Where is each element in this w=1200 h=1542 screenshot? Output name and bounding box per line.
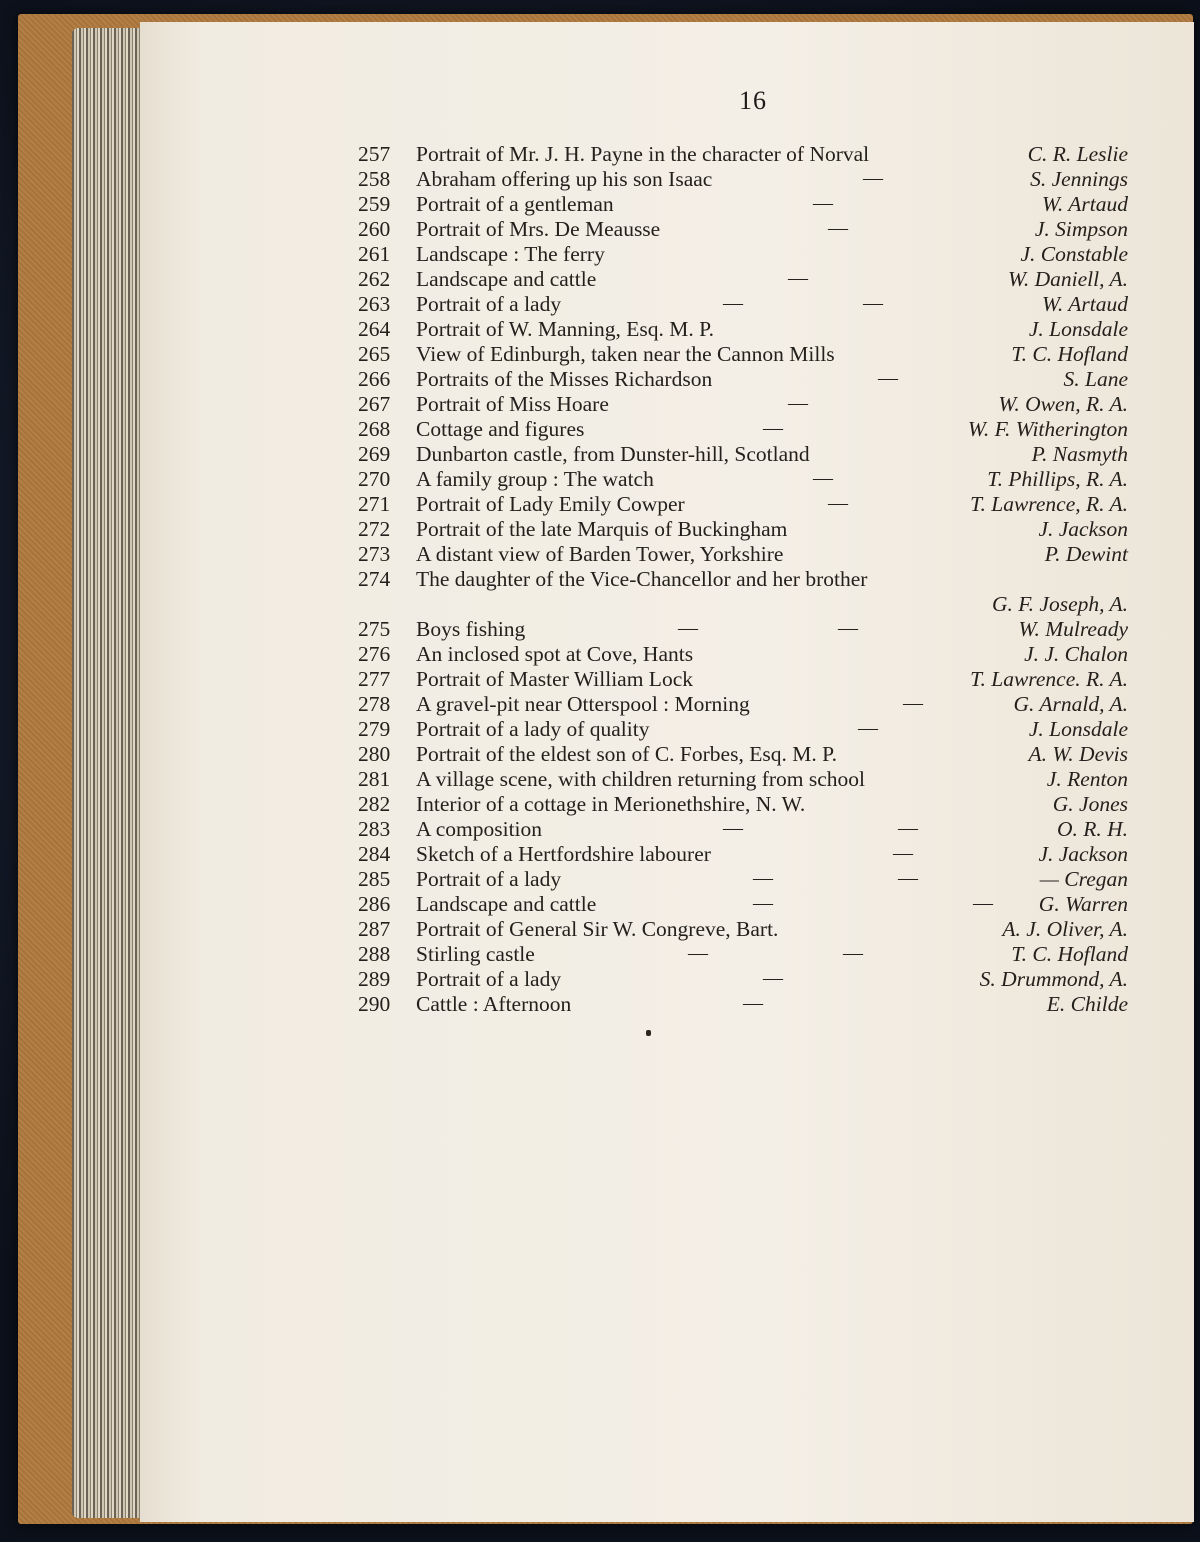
entry-artist: G. F. Joseph, A. <box>992 592 1128 616</box>
entry-dash: — <box>788 392 808 414</box>
entry-title: Portrait of a gentleman <box>416 192 614 216</box>
entry-dash: — <box>858 717 878 739</box>
entry-dash: — <box>863 292 883 314</box>
entry-title: Portrait of General Sir W. Congreve, Bart. <box>416 917 779 941</box>
entry-title: Portrait of a lady of quality <box>416 717 650 741</box>
entry-number: 278 <box>358 692 391 716</box>
catalogue-entry <box>358 242 1128 267</box>
entry-title: Portrait of the late Marquis of Buckingham <box>416 517 788 541</box>
entry-dash: — <box>788 267 808 289</box>
entry-dash: — <box>898 817 918 839</box>
entry-artist: T. Phillips, R. A. <box>987 467 1128 491</box>
entry-artist: G. Arnald, A. <box>1013 692 1128 716</box>
entry-dash: — <box>973 892 993 914</box>
catalogue-entry <box>358 292 1128 317</box>
entry-dash: — <box>893 842 913 864</box>
entry-dash: — <box>723 292 743 314</box>
catalogue-entry <box>358 817 1128 842</box>
entry-number: 266 <box>358 367 391 391</box>
entry-title: Landscape and cattle <box>416 892 597 916</box>
entry-number: 274 <box>358 567 391 591</box>
catalogue-entry <box>358 642 1128 667</box>
entry-dash: — <box>903 692 923 714</box>
entry-number: 276 <box>358 642 391 666</box>
entry-number: 281 <box>358 767 391 791</box>
catalogue-entry <box>358 842 1128 867</box>
entry-title: Portrait of a lady <box>416 292 562 316</box>
catalogue-entry <box>358 367 1128 392</box>
entry-artist: A. J. Oliver, A. <box>1002 917 1128 941</box>
catalogue-entry <box>358 442 1128 467</box>
entry-artist: S. Lane <box>1063 367 1128 391</box>
entry-artist: — Cregan <box>1039 867 1128 891</box>
entry-number: 280 <box>358 742 391 766</box>
entry-artist: J. Simpson <box>1034 217 1128 241</box>
entry-title: Landscape and cattle <box>416 267 597 291</box>
entry-number: 262 <box>358 267 391 291</box>
entry-dash: — <box>743 992 763 1014</box>
entry-artist: J. Lonsdale <box>1028 317 1128 341</box>
entry-artist: S. Jennings <box>1030 167 1128 191</box>
entry-dash: — <box>763 417 783 439</box>
entry-artist: P. Nasmyth <box>1031 442 1128 466</box>
catalogue-entry <box>358 542 1128 567</box>
entry-artist: W. Artaud <box>1041 292 1128 316</box>
entry-number: 257 <box>358 142 391 166</box>
catalogue-entry <box>358 267 1128 292</box>
entry-title: Cottage and figures <box>416 417 585 441</box>
catalogue-entry <box>358 617 1128 642</box>
entry-artist: G. Warren <box>1038 892 1128 916</box>
entry-artist: J. Jackson <box>1038 517 1128 541</box>
entry-number: 279 <box>358 717 391 741</box>
catalogue-entry <box>358 342 1128 367</box>
catalogue-entry <box>358 917 1128 942</box>
entry-number: 272 <box>358 517 391 541</box>
entry-artist: T. Lawrence. R. A. <box>970 667 1128 691</box>
entry-title: Portrait of Mrs. De Meausse <box>416 217 661 241</box>
catalogue-entry <box>358 667 1128 692</box>
catalogue-entry <box>358 417 1128 442</box>
entry-title: An inclosed spot at Cove, Hants <box>416 642 694 666</box>
entry-dash: — <box>878 367 898 389</box>
catalogue-entry <box>358 742 1128 767</box>
entry-artist: J. Renton <box>1046 767 1128 791</box>
catalogue-entry <box>358 867 1128 892</box>
entry-artist: T. Lawrence, R. A. <box>970 492 1128 516</box>
entry-title: Interior of a cottage in Merionethshire, N. W. <box>416 792 806 816</box>
entry-artist: W. Mulready <box>1018 617 1128 641</box>
entry-artist: J. Jackson <box>1038 842 1128 866</box>
entry-title: Portrait of Master William Lock <box>416 667 693 691</box>
entry-artist: C. R. Leslie <box>1027 142 1128 166</box>
entry-number: 286 <box>358 892 391 916</box>
entry-title: Sketch of a Hertfordshire labourer <box>416 842 711 866</box>
catalogue-entry <box>358 942 1128 967</box>
entry-title: Portraits of the Misses Richardson <box>416 367 713 391</box>
entry-dash: — <box>678 617 698 639</box>
entry-artist: W. Owen, R. A. <box>998 392 1128 416</box>
entry-number: 270 <box>358 467 391 491</box>
printer-mark <box>646 1030 651 1036</box>
entry-title: Abraham offering up his son Isaac <box>416 167 713 191</box>
entry-number: 289 <box>358 967 391 991</box>
entry-artist: W. F. Witherington <box>967 417 1128 441</box>
entry-dash: — <box>843 942 863 964</box>
entry-dash: — <box>898 867 918 889</box>
catalogue-entry <box>358 142 1128 167</box>
catalogue-entry <box>358 217 1128 242</box>
entry-number: 277 <box>358 667 391 691</box>
entry-artist: O. R. H. <box>1056 817 1128 841</box>
entry-title: A distant view of Barden Tower, Yorkshire <box>416 542 784 566</box>
entry-title: The daughter of the Vice-Chancellor and her brother <box>416 567 868 591</box>
entry-dash: — <box>863 167 883 189</box>
entry-dash: — <box>723 817 743 839</box>
entry-dash: — <box>763 967 783 989</box>
entry-number: 284 <box>358 842 391 866</box>
entry-artist: E. Childe <box>1046 992 1128 1016</box>
entry-artist: J. Lonsdale <box>1028 717 1128 741</box>
catalogue-entry <box>358 767 1128 792</box>
entry-artist: W. Daniell, A. <box>1007 267 1128 291</box>
catalogue-entry <box>358 167 1128 192</box>
entry-number: 268 <box>358 417 391 441</box>
entry-title: Stirling castle <box>416 942 535 966</box>
catalogue-entry <box>358 992 1128 1017</box>
catalogue-entry <box>358 717 1128 742</box>
entry-artist: W. Artaud <box>1041 192 1128 216</box>
entry-number: 258 <box>358 167 391 191</box>
entry-number: 283 <box>358 817 391 841</box>
entry-title: View of Edinburgh, taken near the Cannon Mills <box>416 342 835 366</box>
entry-dash: — <box>688 942 708 964</box>
entry-title: Dunbarton castle, from Dunster-hill, Scotland <box>416 442 810 466</box>
entry-title: Portrait of Mr. J. H. Payne in the character of Norval <box>416 142 870 166</box>
catalogue-entry <box>358 392 1128 417</box>
entry-dash: — <box>813 192 833 214</box>
entry-title: A composition <box>416 817 543 841</box>
entry-dash: — <box>838 617 858 639</box>
catalogue-entry <box>358 517 1128 542</box>
catalogue-entry <box>358 492 1128 517</box>
catalogue-entry <box>358 317 1128 342</box>
catalogue-entry <box>358 592 1128 617</box>
entry-dash: — <box>753 867 773 889</box>
page-number: 16 <box>739 86 767 115</box>
entry-number: 273 <box>358 542 391 566</box>
entry-artist: P. Dewint <box>1044 542 1128 566</box>
entry-dash: — <box>753 892 773 914</box>
catalogue-entries <box>358 142 1128 1017</box>
catalogue-entry <box>358 792 1128 817</box>
entry-number: 271 <box>358 492 391 516</box>
entry-number: 269 <box>358 442 391 466</box>
entry-title: Portrait of a lady <box>416 867 562 891</box>
entry-number: 265 <box>358 342 391 366</box>
entry-number: 261 <box>358 242 391 266</box>
entry-number: 287 <box>358 917 391 941</box>
entry-number: 290 <box>358 992 391 1016</box>
entry-number: 263 <box>358 292 391 316</box>
entry-title: Portrait of the eldest son of C. Forbes, Esq. M. P. <box>416 742 838 766</box>
entry-title: Landscape : The ferry <box>416 242 605 266</box>
entry-number: 282 <box>358 792 391 816</box>
entry-number: 259 <box>358 192 391 216</box>
entry-dash: — <box>813 467 833 489</box>
entry-title: Cattle : Afternoon <box>416 992 572 1016</box>
entry-number: 285 <box>358 867 391 891</box>
entry-title: Boys fishing <box>416 617 526 641</box>
entry-artist: G. Jones <box>1052 792 1128 816</box>
entry-artist: A. W. Devis <box>1028 742 1128 766</box>
entry-title: A gravel-pit near Otterspool : Morning <box>416 692 750 716</box>
entry-artist: T. C. Hofland <box>1011 342 1128 366</box>
entry-dash: — <box>828 217 848 239</box>
catalogue-entry <box>358 892 1128 917</box>
entry-number: 275 <box>358 617 391 641</box>
entry-title: Portrait of Lady Emily Cowper <box>416 492 685 516</box>
entry-artist: J. J. Chalon <box>1024 642 1128 666</box>
catalogue-entry <box>358 967 1128 992</box>
entry-title: A village scene, with children returning from school <box>416 767 865 791</box>
entry-number: 260 <box>358 217 391 241</box>
entry-number: 264 <box>358 317 391 341</box>
catalogue-entry <box>358 192 1128 217</box>
entry-artist: J. Constable <box>1020 242 1128 266</box>
catalogue-entry <box>358 692 1128 717</box>
entry-title: Portrait of a lady <box>416 967 562 991</box>
entry-title: A family group : The watch <box>416 467 654 491</box>
entry-dash: — <box>828 492 848 514</box>
entry-number: 288 <box>358 942 391 966</box>
entry-number: 267 <box>358 392 391 416</box>
entry-title: Portrait of Miss Hoare <box>416 392 609 416</box>
catalogue-entry <box>358 567 1128 592</box>
entry-artist: T. C. Hofland <box>1011 942 1128 966</box>
entry-artist: S. Drummond, A. <box>979 967 1128 991</box>
catalogue-entry <box>358 467 1128 492</box>
entry-title: Portrait of W. Manning, Esq. M. P. <box>416 317 715 341</box>
